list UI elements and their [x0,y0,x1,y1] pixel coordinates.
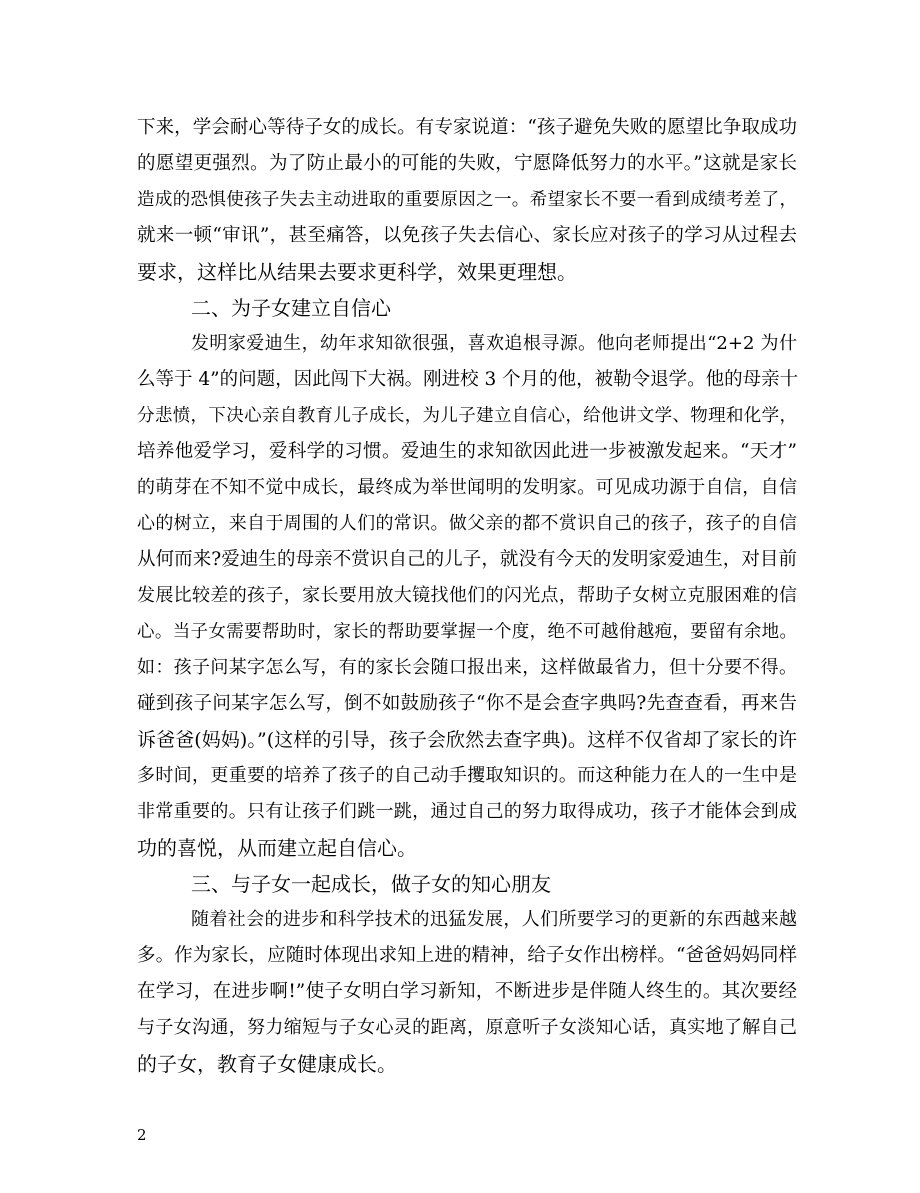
text-line: 造成的恐惧使孩子失去主动进取的重要原因之一。希望家长不要一看到成绩考差了， [137,190,797,210]
text-line: 培养他爱学习，爱科学的习惯。爱迪生的求知欲因此进一步被激发起来。“天才” [137,441,797,462]
page-number: 2 [137,1126,147,1144]
section-heading: 三、与子女一起成长，做子女的知心朋友 [191,872,551,896]
text-line: 心。当子女需要帮助时，家长的帮助要掌握一个度，绝不可越佾越疱，要留有余地。 [137,622,797,642]
text-line: 的萌芽在不知不觉中成长，最终成为举世闻明的发明家。可见成功源于自信，自信 [137,477,797,498]
text-line: 随着社会的进步和科学技术的迅猛发展，人们所要学习的更新的东西越来越 [191,909,797,930]
text-line: 功的喜悦，从而建立起自信心。 [137,836,417,860]
text-line: 从何而来?爱迪生的母亲不赏识自己的儿子，就没有今天的发明家爱迪生，对目前 [137,549,797,570]
text-line: 与子女沟通，努力缩短与子女心灵的距离，原意听子女淡知心话，真实地了解自己 [137,1017,797,1038]
section-heading: 二、为子女建立自信心 [191,296,391,320]
text-line: 要求，这样比从结果去要求更科学，效果更理想。 [137,260,577,284]
text-line: 多时间，更重要的培养了孩子的自己动手攫取知识的。而这种能力在人的一生中是 [137,765,797,786]
text-line: 心的树立，来自于周围的人们的常识。做父亲的都不赏识自己的孩子，孩子的自信 [137,513,797,534]
text-line: 就来一顿“审讯”，甚至痛答，以免孩子失去信心、家长应对孩子的学习从过程去 [137,225,797,246]
text-line: 的子女，教育子女健康成长。 [137,1052,397,1076]
text-line: 在学习，在进步啊!”使子女明白学习新知，不断进步是伴随人终生的。其次要经 [137,981,797,1002]
text-line: 的愿望更强烈。为了防止最小的可能的失败，宁愿降低努力的水平。”这就是家长 [137,153,797,174]
text-line: 非常重要的。只有让孩子们跳一跳，通过自己的努力取得成功，孩子才能体会到成 [137,801,797,822]
text-line: 多。作为家长，应随时体现出求知上进的精神，给子女作出榜样。“爸爸妈妈同样 [137,945,797,966]
text-line: 下来，学会耐心等待子女的成长。有专家说道：“孩子避免失败的愿望比争取成功 [137,117,797,138]
text-line: 发展比较差的孩子，家长要用放大镜找他们的闪光点，帮助子女树立克服困难的信 [137,585,797,606]
text-line: 发明家爱迪生，幼年求知欲很强，喜欢追根寻源。他向老师提出“2+2 为什 [191,333,797,354]
text-line: 么等于 4”的问题，因此闯下大祸。刚进校 3 个月的他，被勒令退学。他的母亲十 [137,369,799,390]
text-line: 碰到孩子问某字怎么写，倒不如鼓励孩子“你不是会查字典吗?先查查看，再来告 [137,693,797,714]
text-line: 诉爸爸(妈妈)。”(这样的引导，孩子会欣然去查字典)。这样不仅省却了家长的许 [137,729,797,751]
text-line: 分悲愤，下决心亲自教育儿子成长，为儿子建立自信心，给他讲文学、物理和化学， [137,406,797,426]
text-line: 如：孩子问某字怎么写，有的家长会随口报出来，这样做最省力，但十分要不得。 [137,657,797,678]
